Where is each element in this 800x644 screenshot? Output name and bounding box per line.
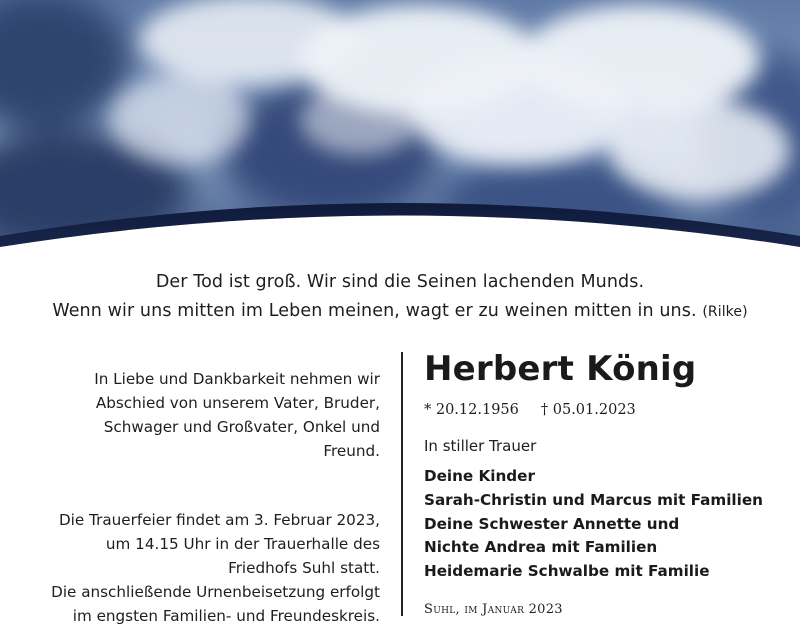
mourners-list [424,465,763,584]
quote-source: (Rilke) [702,304,748,320]
deceased-name: Herbert König [424,349,697,389]
farewell-line: Abschied von unserem Vater, Bruder, [95,394,380,412]
life-dates [424,402,636,418]
mourner-item: Sarah-Christin und Marcus mit Familien [424,490,763,509]
farewell-line: Schwager und Großvater, Onkel und [103,418,380,436]
mourning-heading: In stiller Trauer [424,437,537,455]
death-date: † 05.01.2023 [540,402,636,418]
mourner-item: Deine Kinder [424,467,535,485]
farewell-paragraph [94,367,380,463]
quote-line-2 [0,301,800,321]
funeral-line: Die Trauerfeier findet am 3. Februar 2023, [58,511,380,529]
mourner-item: Nichte Andrea mit Familien [424,538,658,557]
birth-date: * 20.12.1956 [424,402,519,418]
place-and-date: Suhl, im Januar 2023 [424,602,563,617]
funeral-line: Friedhofs Suhl statt. [228,559,380,577]
farewell-line: In Liebe und Dankbarkeit nehmen wir [94,370,380,388]
vertical-divider [401,352,403,616]
farewell-line: Freund. [323,442,380,460]
funeral-line: Die anschließende Urnenbeisetzung erfolgt [51,583,380,601]
cloud-sky-image [0,0,800,262]
funeral-paragraph [51,508,380,628]
funeral-line: um 14.15 Uhr in der Trauerhalle des [105,535,380,553]
mourner-item: Deine Schwester Annette und [424,514,680,533]
mourner-item: Heidemarie Schwalbe mit Familie [424,562,710,581]
funeral-line: im engsten Familien- und Freundeskreis. [72,607,380,625]
quote-line-2-text: Wenn wir uns mitten im Leben meinen, wagt er zu weinen mitten in uns. [52,301,697,321]
quote-line-1: Der Tod ist groß. Wir sind die Seinen lachenden Munds. [155,272,645,292]
